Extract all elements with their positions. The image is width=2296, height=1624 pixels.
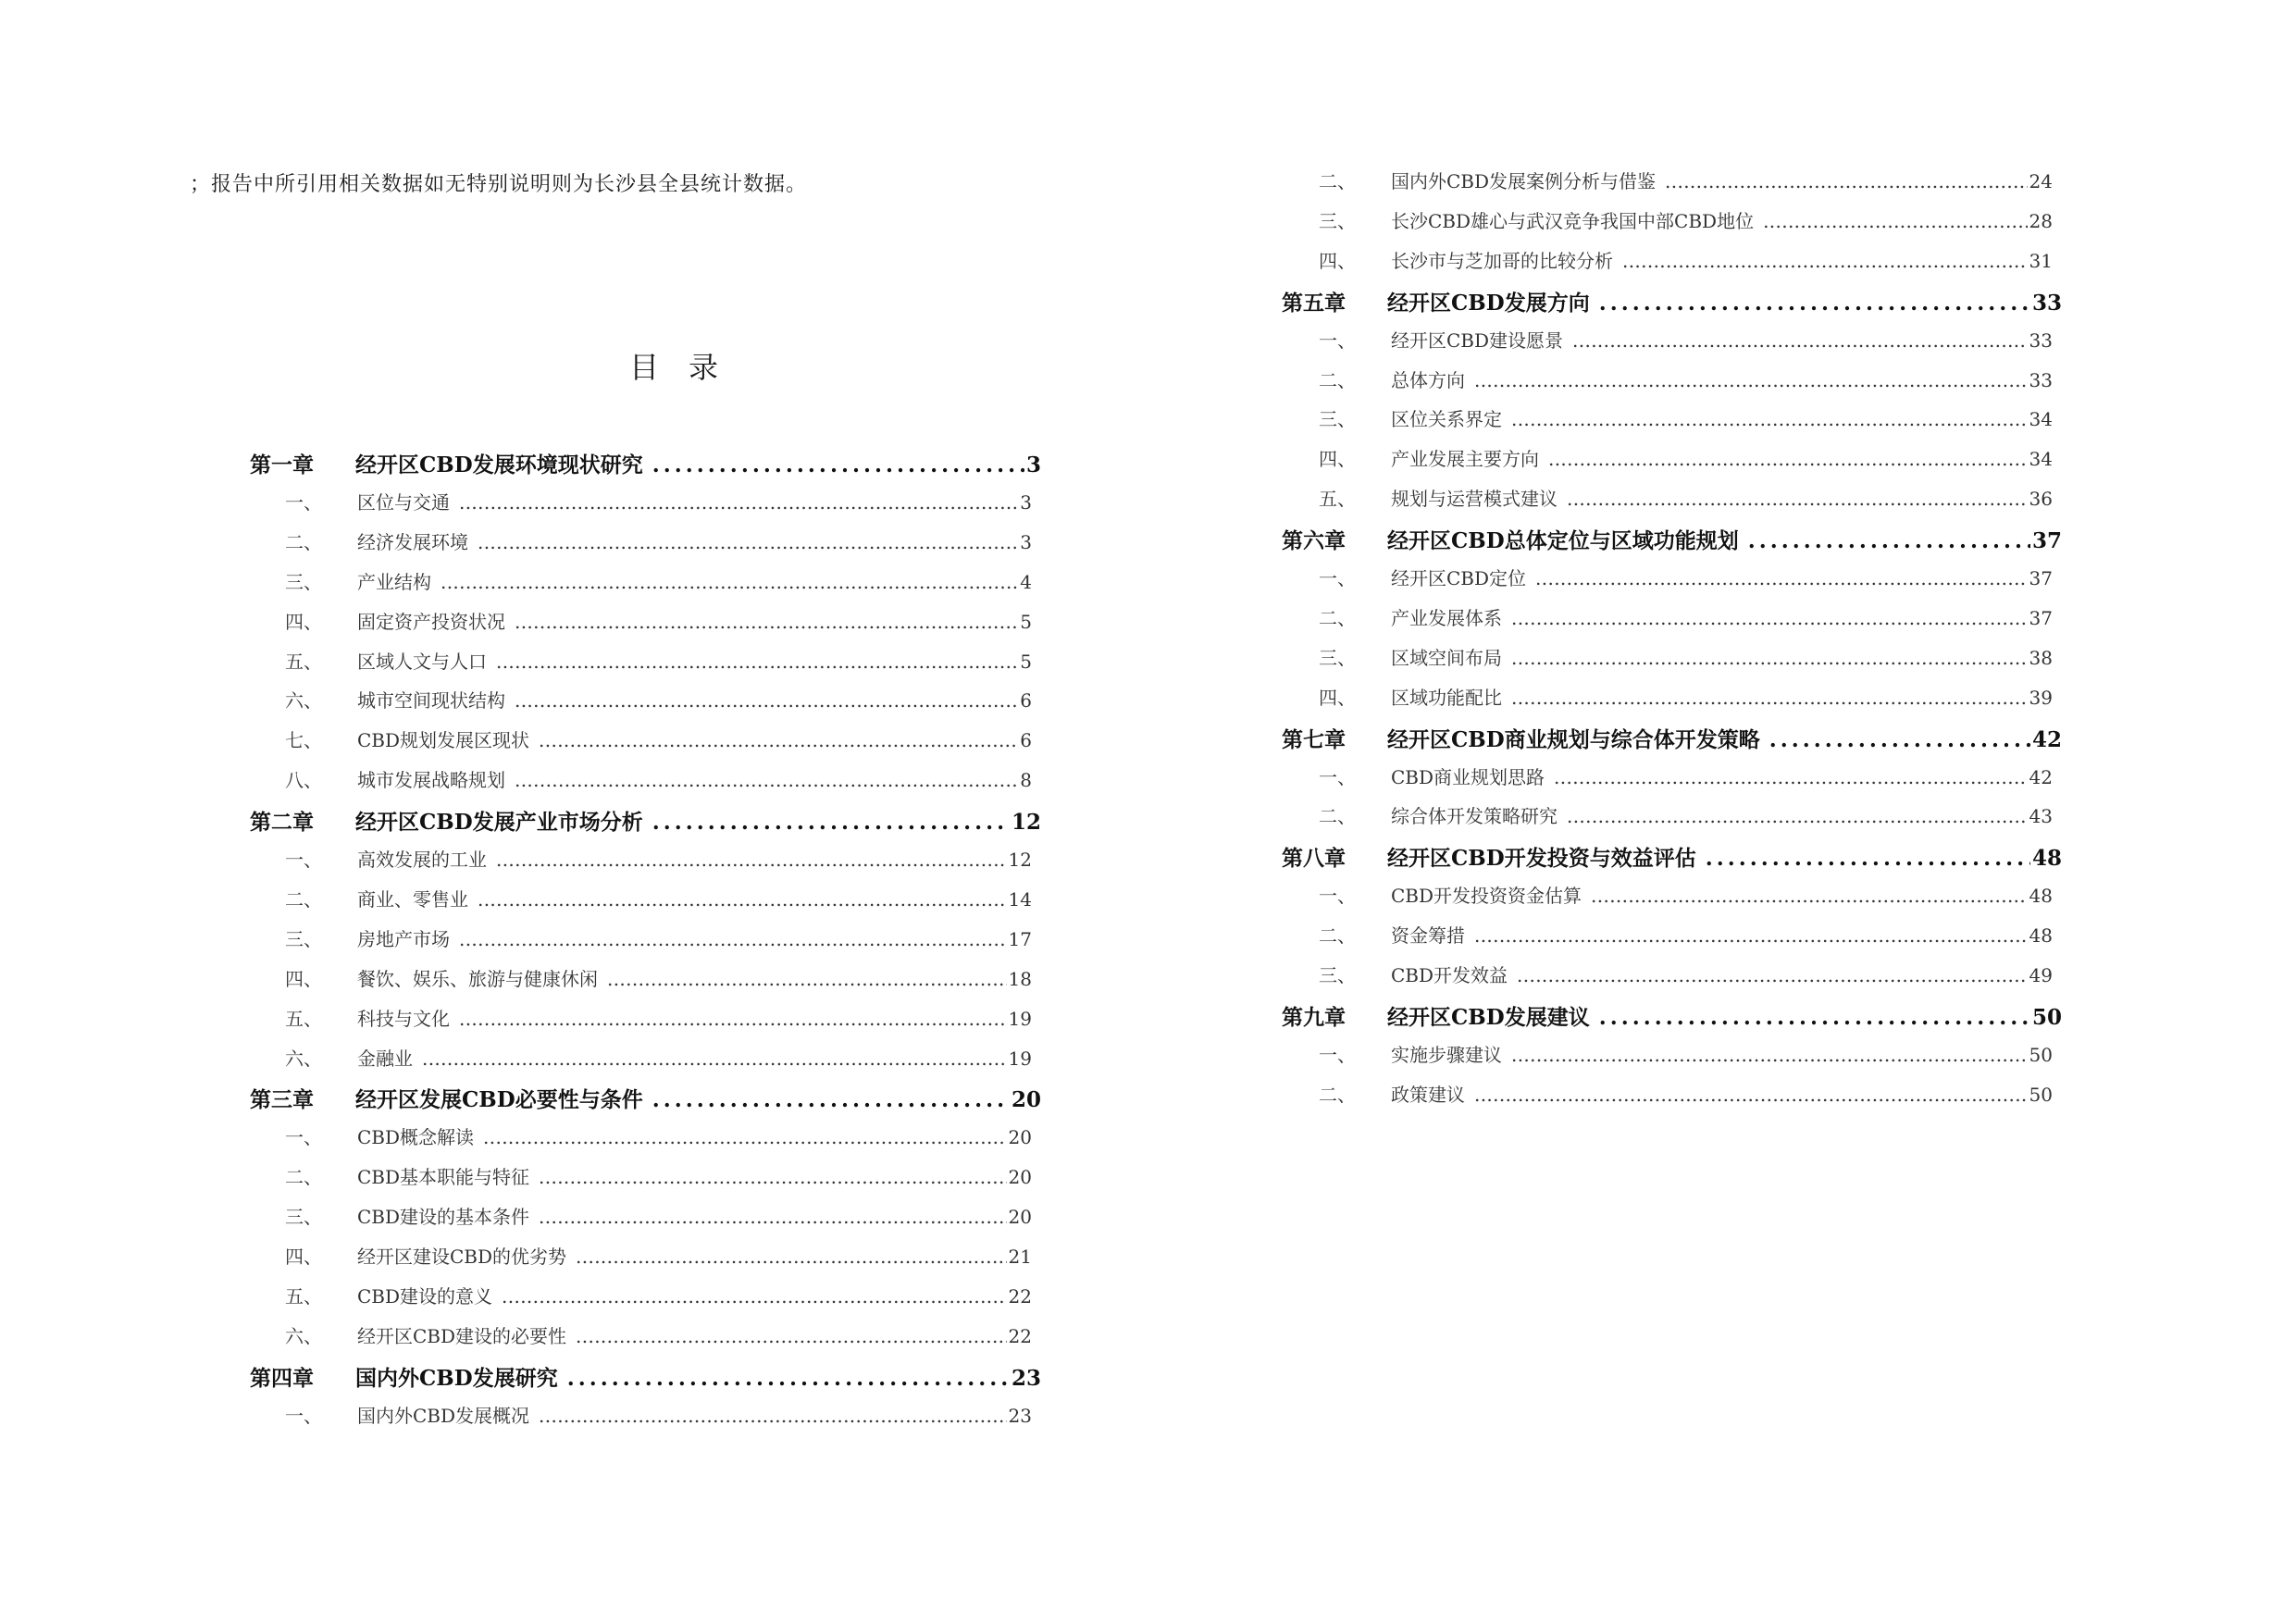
toc-dot-leader [1665, 170, 2028, 192]
toc-entry-number: 三、 [285, 927, 322, 950]
toc-dot-leader [459, 1008, 1007, 1030]
toc-entry-title: 实施步骤建议 [1391, 1043, 1502, 1066]
toc-dot-leader [515, 769, 1018, 791]
toc-dot-leader [1511, 408, 2028, 430]
toc-dot-leader [1511, 687, 2028, 709]
toc-page-number: 48 [2029, 885, 2053, 908]
toc-page-number: 24 [2029, 170, 2053, 192]
toc-entry-title: CBD建设的意义 [357, 1284, 493, 1308]
toc-dot-leader [576, 1246, 1007, 1268]
toc-entry-title: 经开区CBD发展方向 [1387, 290, 1590, 316]
toc-entry-number: 二、 [1319, 805, 1356, 828]
toc-dot-leader [1511, 1044, 2028, 1066]
toc-entry-title: 经开区CBD建设愿景 [1391, 329, 1564, 352]
toc-dot-leader [539, 1206, 1007, 1228]
toc-dot-leader [515, 611, 1018, 633]
toc-entry-title: 资金筹措 [1391, 924, 1465, 948]
toc-page-number: 28 [2029, 209, 2053, 232]
toc-entry-number: 第二章 [250, 810, 314, 836]
toc-section-entry[interactable] [1319, 1080, 2053, 1113]
toc-page-number: 20 [1008, 1206, 1032, 1229]
toc-dot-leader [539, 1405, 1007, 1427]
toc-entry-title: CBD开发投资资金估算 [1391, 885, 1582, 908]
toc-page-number: 34 [2029, 408, 2053, 431]
toc-entry-title: 经开区CBD建设的必要性 [357, 1324, 567, 1347]
toc-entry-number: 五、 [285, 650, 322, 673]
toc-entry-title: 经开区CBD商业规划与综合体开发策略 [1387, 726, 1760, 752]
toc-page-number: 8 [1020, 769, 1032, 792]
toc-page-number: 42 [2031, 726, 2062, 752]
toc-page-number: 37 [2031, 528, 2062, 554]
toc-entry-number: 一、 [1319, 567, 1356, 589]
toc-dot-leader [1535, 567, 2028, 589]
toc-page-number: 36 [2029, 488, 2053, 511]
toc-page-number: 12 [1008, 849, 1032, 871]
toc-entry-number: 一、 [1319, 329, 1356, 352]
toc-section-entry[interactable] [285, 765, 1032, 799]
toc-entry-number: 第九章 [1282, 1004, 1346, 1030]
toc-section-entry[interactable] [285, 1242, 1032, 1275]
toc-entry-title: CBD商业规划思路 [1391, 765, 1545, 788]
toc-page-number: 12 [1011, 810, 1041, 836]
toc-page-number: 33 [2029, 329, 2053, 352]
toc-dot-leader [478, 531, 1018, 553]
toc-dot-leader [652, 810, 1010, 835]
toc-section-entry[interactable] [1319, 961, 2053, 994]
toc-section-entry[interactable] [1319, 366, 2053, 399]
toc-entry-title: 城市空间现状结构 [357, 689, 505, 713]
toc-entry-title: CBD规划发展区现状 [357, 729, 530, 752]
toc-entry-title: 区域空间布局 [1391, 646, 1502, 669]
toc-entry-number: 三、 [285, 570, 322, 593]
toc-dot-leader [1748, 528, 2030, 553]
toc-entry-number: 一、 [1319, 1043, 1356, 1066]
toc-dot-leader [459, 491, 1018, 514]
toc-section-entry[interactable] [1319, 167, 2053, 200]
toc-entry-number: 二、 [1319, 924, 1356, 948]
toc-page-number: 19 [1008, 1007, 1032, 1030]
toc-entry-title: 商业、零售业 [357, 887, 468, 911]
toc-dot-leader [652, 1087, 1010, 1112]
toc-entry-number: 二、 [285, 530, 322, 553]
toc-entry-title: 科技与文化 [357, 1007, 450, 1030]
toc-entry-title: 高效发展的工业 [357, 849, 487, 871]
toc-section-entry[interactable] [1319, 683, 2053, 716]
toc-title: 目 录 [629, 350, 719, 385]
toc-section-entry[interactable] [285, 488, 1032, 521]
toc-chapter-entry[interactable] [1282, 1000, 2062, 1034]
toc-section-entry[interactable] [1319, 564, 2053, 597]
toc-page-number: 20 [1008, 1166, 1032, 1189]
toc-entry-title: 产业发展体系 [1391, 606, 1502, 629]
toc-entry-number: 三、 [1319, 209, 1356, 232]
toc-page-number: 21 [1008, 1246, 1032, 1268]
toc-page-number: 14 [1008, 887, 1032, 911]
toc-dot-leader [1511, 607, 2028, 629]
toc-page-number: 6 [1020, 689, 1032, 713]
toc-page-number: 5 [1020, 610, 1032, 633]
toc-dot-leader [1554, 766, 2028, 788]
toc-dot-leader [539, 729, 1018, 751]
toc-dot-leader [607, 968, 1007, 990]
toc-entry-number: 六、 [285, 1324, 322, 1347]
toc-page-number: 6 [1020, 729, 1032, 752]
toc-page-number: 37 [2029, 606, 2053, 629]
toc-entry-number: 六、 [285, 689, 322, 713]
toc-page-number: 50 [2029, 1043, 2053, 1066]
toc-section-entry[interactable] [285, 1401, 1032, 1434]
toc-entry-number: 二、 [1319, 368, 1356, 391]
toc-entry-number: 五、 [285, 1007, 322, 1030]
toc-entry-number: 四、 [285, 1246, 322, 1268]
toc-entry-number: 第四章 [250, 1365, 314, 1391]
toc-entry-title: 固定资产投资状况 [357, 610, 505, 633]
toc-entry-title: 综合体开发策略研究 [1391, 805, 1558, 828]
toc-dot-leader [478, 888, 1007, 911]
toc-entry-number: 一、 [285, 1126, 322, 1149]
toc-entry-number: 一、 [285, 849, 322, 871]
toc-section-entry[interactable] [285, 686, 1032, 719]
toc-entry-number: 二、 [1319, 1083, 1356, 1106]
toc-entry-number: 三、 [1319, 408, 1356, 431]
toc-page-number: 3 [1020, 490, 1032, 514]
toc-entry-title: 政策建议 [1391, 1083, 1465, 1106]
toc-entry-number: 二、 [285, 1166, 322, 1189]
toc-dot-leader [1591, 885, 2028, 907]
toc-page-number: 39 [2029, 686, 2053, 709]
toc-dot-leader [496, 849, 1007, 871]
toc-dot-leader [1599, 1005, 2030, 1030]
toc-entry-number: 一、 [1319, 765, 1356, 788]
toc-entry-number: 八、 [285, 769, 322, 792]
toc-dot-leader [1763, 210, 2027, 232]
toc-entry-number: 二、 [1319, 170, 1356, 192]
toc-section-entry[interactable] [1319, 603, 2053, 637]
toc-section-entry[interactable] [285, 1004, 1032, 1037]
toc-section-entry[interactable] [285, 964, 1032, 998]
toc-dot-leader [1572, 329, 2028, 352]
toc-chapter-entry[interactable] [250, 448, 1041, 481]
toc-entry-number: 三、 [1319, 646, 1356, 669]
toc-section-entry[interactable] [285, 845, 1032, 878]
toc-entry-number: 五、 [285, 1284, 322, 1308]
toc-entry-number: 四、 [285, 967, 322, 990]
toc-entry-title: 总体方向 [1391, 368, 1465, 391]
toc-dot-leader [1567, 805, 2028, 827]
toc-entry-title: 经开区发展CBD必要性与条件 [355, 1087, 643, 1113]
toc-section-entry[interactable] [1319, 881, 2053, 914]
toc-entry-number: 二、 [1319, 606, 1356, 629]
toc-dot-leader [1511, 647, 2028, 669]
toc-page-number: 18 [1008, 967, 1032, 990]
toc-section-entry[interactable] [1319, 921, 2053, 954]
toc-entry-title: 城市发展战略规划 [357, 769, 505, 792]
toc-page-number: 31 [2029, 249, 2053, 272]
toc-dot-leader [1474, 1084, 2028, 1106]
toc-page-number: 43 [2029, 805, 2053, 828]
toc-page-number: 34 [2029, 448, 2053, 471]
toc-dot-leader [496, 651, 1018, 673]
toc-page-number: 37 [2029, 567, 2053, 589]
toc-entry-title: 经开区CBD发展产业市场分析 [355, 810, 643, 836]
toc-page-number: 48 [2029, 924, 2053, 948]
toc-page-number: 20 [1011, 1087, 1041, 1113]
toc-dot-leader [576, 1325, 1007, 1347]
toc-entry-title: 餐饮、娱乐、旅游与健康休闲 [357, 967, 598, 990]
toc-entry-title: 国内外CBD发展研究 [355, 1365, 558, 1391]
toc-entry-title: 经开区CBD总体定位与区域功能规划 [1387, 528, 1739, 554]
toc-dot-leader [567, 1366, 1010, 1391]
toc-chapter-entry[interactable] [250, 805, 1041, 838]
toc-page-number: 38 [2029, 646, 2053, 669]
toc-entry-title: 区域功能配比 [1391, 686, 1502, 709]
toc-dot-leader [441, 571, 1018, 593]
toc-page-number: 48 [2031, 846, 2062, 872]
toc-section-entry[interactable] [1319, 643, 2053, 676]
toc-page-number: 3 [1025, 452, 1041, 477]
toc-entry-title: 房地产市场 [357, 927, 450, 950]
toc-page-number: 22 [1008, 1324, 1032, 1347]
toc-entry-number: 六、 [285, 1047, 322, 1070]
toc-chapter-entry[interactable] [1282, 841, 2062, 874]
toc-page-number: 20 [1008, 1126, 1032, 1149]
toc-section-entry[interactable] [1319, 246, 2053, 279]
toc-dot-leader [1706, 846, 2030, 871]
toc-entry-title: 经开区CBD发展建议 [1387, 1004, 1590, 1030]
toc-entry-number: 三、 [1319, 964, 1356, 986]
toc-page-number: 19 [1008, 1047, 1032, 1070]
toc-entry-title: 经开区CBD开发投资与效益评估 [1387, 846, 1696, 872]
toc-section-entry[interactable] [285, 1282, 1032, 1315]
toc-page-number: 50 [2029, 1083, 2053, 1106]
toc-page-number: 5 [1020, 650, 1032, 673]
toc-entry-title: CBD建设的基本条件 [357, 1206, 530, 1229]
toc-chapter-entry[interactable] [1282, 524, 2062, 557]
toc-dot-leader [1548, 448, 2028, 470]
toc-entry-title: 国内外CBD发展概况 [357, 1404, 530, 1427]
toc-dot-leader [515, 689, 1018, 712]
toc-dot-leader [1567, 488, 2028, 510]
toc-entry-number: 五、 [1319, 488, 1356, 511]
toc-section-entry[interactable] [285, 567, 1032, 601]
toc-page-number: 17 [1008, 927, 1032, 950]
toc-page-number: 4 [1020, 570, 1032, 593]
toc-entry-title: 区域人文与人口 [357, 650, 487, 673]
toc-entry-title: 经济发展环境 [357, 530, 468, 553]
toc-entry-number: 三、 [285, 1206, 322, 1229]
toc-section-entry[interactable] [285, 1162, 1032, 1196]
toc-section-entry[interactable] [1319, 404, 2053, 438]
toc-entry-title: 区位关系界定 [1391, 408, 1502, 431]
toc-dot-leader [483, 1126, 1007, 1148]
toc-entry-title: 区位与交通 [357, 490, 450, 514]
toc-entry-number: 四、 [285, 610, 322, 633]
toc-entry-number: 一、 [1319, 885, 1356, 908]
toc-section-entry[interactable] [1319, 801, 2053, 835]
toc-page-number: 33 [2031, 290, 2062, 316]
toc-dot-leader [1599, 291, 2030, 316]
data-source-note: ；报告中所引用相关数据如无特别说明则为长沙县全县统计数据。 [190, 173, 808, 196]
toc-entry-title: 长沙市与芝加哥的比较分析 [1391, 249, 1613, 272]
toc-dot-leader [1474, 924, 2028, 947]
toc-page-number: 50 [2031, 1004, 2062, 1030]
toc-entry-title: 经开区CBD定位 [1391, 567, 1527, 589]
toc-section-entry[interactable] [285, 1202, 1032, 1235]
toc-entry-number: 四、 [1319, 249, 1356, 272]
toc-section-entry[interactable] [285, 527, 1032, 561]
toc-section-entry[interactable] [285, 1321, 1032, 1355]
toc-entry-number: 第六章 [1282, 528, 1346, 554]
toc-chapter-entry[interactable] [250, 1361, 1041, 1395]
toc-section-entry[interactable] [285, 647, 1032, 680]
toc-page-number: 33 [2029, 368, 2053, 391]
toc-dot-leader [1622, 250, 2028, 272]
toc-page-number: 22 [1008, 1284, 1032, 1308]
toc-chapter-entry[interactable] [1282, 286, 2062, 319]
toc-dot-leader [459, 928, 1007, 950]
toc-entry-number: 第八章 [1282, 846, 1346, 872]
toc-entry-title: 产业结构 [357, 570, 431, 593]
toc-page-number: 23 [1011, 1365, 1041, 1391]
toc-entry-number: 二、 [285, 887, 322, 911]
toc-entry-number: 四、 [1319, 448, 1356, 471]
toc-section-entry[interactable] [285, 885, 1032, 918]
toc-section-entry[interactable] [285, 1122, 1032, 1156]
toc-section-entry[interactable] [1319, 762, 2053, 796]
toc-page-number: 3 [1020, 530, 1032, 553]
toc-chapter-entry[interactable] [250, 1083, 1041, 1116]
toc-entry-number: 第三章 [250, 1087, 314, 1113]
toc-entry-number: 第一章 [250, 452, 314, 477]
toc-dot-leader [502, 1285, 1007, 1308]
toc-dot-leader [1474, 369, 2028, 391]
toc-entry-title: 长沙CBD雄心与武汉竞争我国中部CBD地位 [1391, 209, 1755, 232]
toc-entry-title: 规划与运营模式建议 [1391, 488, 1558, 511]
toc-page-number: 42 [2029, 765, 2053, 788]
toc-section-entry[interactable] [285, 725, 1032, 759]
toc-entry-title: 产业发展主要方向 [1391, 448, 1539, 471]
toc-section-entry[interactable] [1319, 484, 2053, 517]
toc-entry-title: CBD概念解读 [357, 1126, 475, 1149]
toc-dot-leader [1517, 964, 2028, 986]
toc-section-entry[interactable] [285, 924, 1032, 958]
toc-section-entry[interactable] [1319, 1040, 2053, 1073]
toc-dot-leader [539, 1166, 1007, 1188]
toc-dot-leader [1769, 727, 2030, 752]
toc-entry-title: CBD基本职能与特征 [357, 1166, 530, 1189]
toc-page-number: 23 [1008, 1404, 1032, 1427]
toc-entry-title: 国内外CBD发展案例分析与借鉴 [1391, 170, 1657, 192]
toc-entry-number: 一、 [285, 1404, 322, 1427]
toc-entry-title: 金融业 [357, 1047, 413, 1070]
toc-entry-title: CBD开发效益 [1391, 964, 1508, 986]
toc-section-entry[interactable] [1319, 444, 2053, 477]
toc-section-entry[interactable] [1319, 206, 2053, 240]
toc-dot-leader [652, 452, 1024, 477]
toc-entry-title: 经开区CBD发展环境现状研究 [355, 452, 643, 477]
toc-entry-number: 第七章 [1282, 726, 1346, 752]
toc-section-entry[interactable] [1319, 326, 2053, 359]
toc-entry-number: 一、 [285, 490, 322, 514]
toc-page-number: 49 [2029, 964, 2053, 986]
toc-entry-number: 四、 [1319, 686, 1356, 709]
toc-dot-leader [422, 1048, 1007, 1070]
toc-chapter-entry[interactable] [1282, 723, 2062, 756]
toc-entry-number: 七、 [285, 729, 322, 752]
toc-section-entry[interactable] [285, 607, 1032, 640]
toc-entry-title: 经开区建设CBD的优劣势 [357, 1246, 567, 1268]
toc-entry-number: 第五章 [1282, 290, 1346, 316]
toc-section-entry[interactable] [285, 1044, 1032, 1077]
